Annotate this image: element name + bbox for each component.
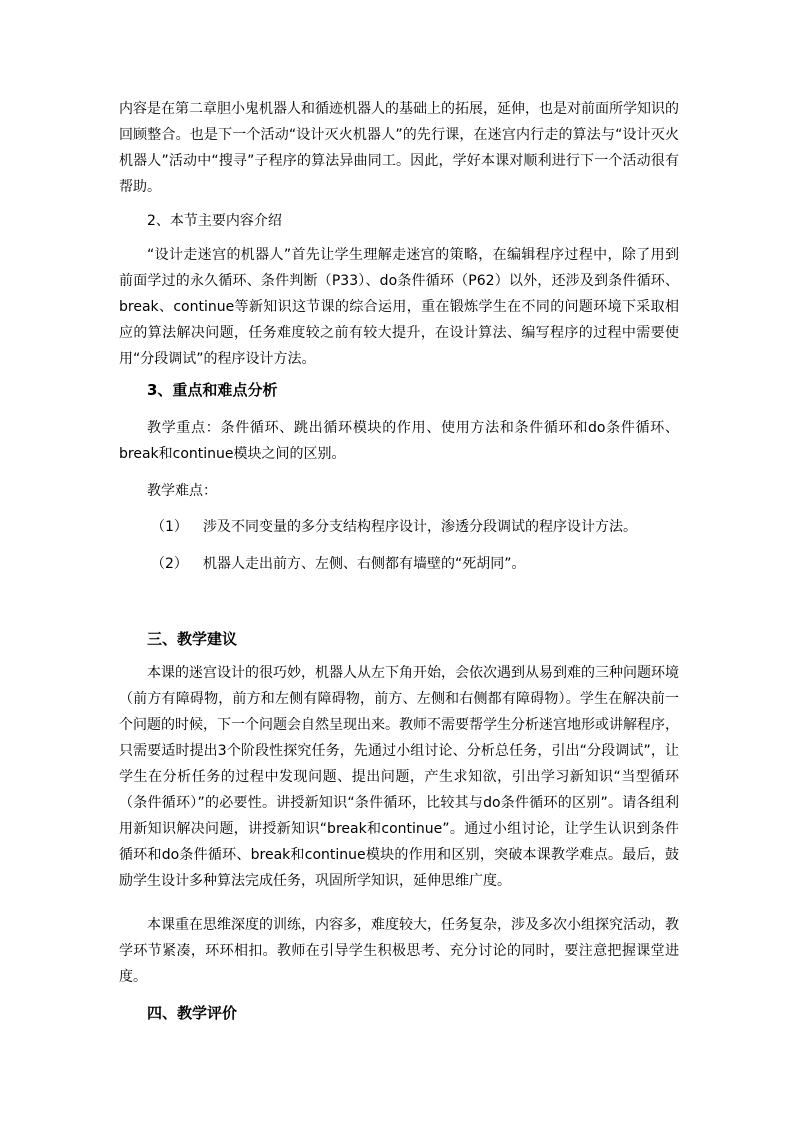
difficulty-item-2	[151, 551, 526, 577]
section-2-paragraph: “设计走迷宫的机器人”首先让学生理解走迷宫的策略，在编辑程序过程中，除了用到前面学过的永久循环、条件判断（P33）、do条件循环（P62）以外，还涉及到条件循环、break、continue等新知识这节课的综合运用，重在锻炼学生在不同的问题环境下采取相应的算法解决问题，任务难度较之前有较大提升，在设计算法、编写程序的过程中需要使用“分段调试”的程序设计方法。	[119, 247, 679, 367]
difficulty-item-2-number: （2）	[151, 556, 188, 572]
section-3-heading: 3、重点和难点分析	[147, 381, 278, 399]
suggestion-paragraph-1: 本课的迷宫设计的很巧妙，机器人从左下角开始，会依次遇到从易到难的三种问题环境（前方有障碍物，前方和左侧有障碍物，前方、左侧和右侧都有障碍物）。学生在解决前一个问题的时候，下一个问题会自然呈现出来。教师不需要帮学生分析迷宫地形或讲解程序，只需要适时提出3个阶段性探究任务，先通过小组讨论、分析总任务，引出“分段调试”，让学生在分析任务的过程中发现问题、提出问题，产生求知欲，引出学习新知识“当型循环（条件循环）”的必要性。讲授新知识“条件循环，比较其与do条件循环的区别”。请各组利用新知识解决问题，讲授新知识“break和continue”。通过小组讨论，让学生认识到条件循环和do条件循环、break和continue模块的作用和区别，突破本课教学难点。最后，鼓励学生设计多种算法完成任务，巩固所学知识，延伸思维广度。	[119, 665, 679, 889]
difficulty-item-1-text: 涉及不同变量的多分支结构程序设计，渗透分段调试的程序设计方法。	[203, 519, 637, 535]
section-2-title: 2、本节主要内容介绍	[147, 213, 282, 229]
difficulty-item-1	[151, 514, 637, 540]
difficulties-label: 教学难点：	[147, 483, 217, 499]
key-points-paragraph: 教学重点：条件循环、跳出循环模块的作用、使用方法和条件循环和do条件循环、break和continue模块之间的区别。	[119, 420, 679, 462]
chapter-3-heading: 三、教学建议	[147, 630, 238, 648]
suggestion-paragraph-2: 本课重在思维深度的训练，内容多，难度较大，任务复杂，涉及多次小组探究活动，教学环节紧凑，环环相扣。教师在引导学生积极思考、充分讨论的同时，要注意把握课堂进度。	[119, 917, 679, 985]
intro-paragraph: 内容是在第二章胆小鬼机器人和循迹机器人的基础上的拓展，延伸，也是对前面所学知识的回顾整合。也是下一个活动“设计灭火机器人”的先行课，在迷宫内行走的算法与“设计灭火机器人”活动中“搜寻”子程序的算法异曲同工。因此，学好本课对顺利进行下一个活动很有帮助。	[119, 101, 679, 195]
difficulty-item-1-number: （1）	[151, 519, 188, 535]
chapter-4-heading: 四、教学评价	[147, 1004, 238, 1022]
difficulty-item-2-text: 机器人走出前方、左侧、右侧都有墙壁的“死胡同”。	[203, 556, 526, 572]
